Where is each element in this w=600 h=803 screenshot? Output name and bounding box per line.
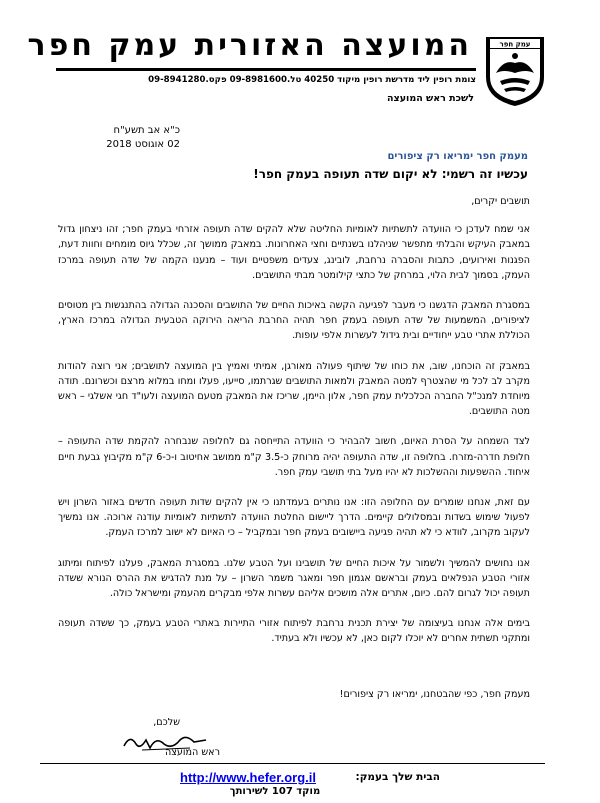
paragraph: עם זאת, אנחנו שומרים עם החלופה הזו: אנו נותרים בעמדתנו כי אין להקים שדות תעופה חדשים באזור השרון ויש לפעול שימוש בשדות ובמסלולים קיימים. הדרך ליישום החלטת הוועדה לתשתיות לאומיות עודנה ארוכה. אנו נמשיך לעקוב מקרוב, לוודא כי לא תהיה פגיעה ביישובים בעמק חפר ובמקביל – כי האיום לא ישוב למרכז העמק.: [58, 497, 530, 539]
greeting: תושבים יקרים,: [471, 196, 530, 207]
paragraph: במסגרת המאבק הדגשנו כי מעבר לפגיעה הקשה באיכות החיים של התושבים והסכנה הגדולה בהתנגשות בין מטוסים לציפורים, המשמעות של שדה תעופה בעמק חפר תהיה החרבת הריאה הירוקה הטבעית הגדולה במרכז הארץ, הכוללת אתרי טבע ייחודיים ובית גידול לעשרות אלפי עופות.: [58, 300, 530, 342]
emblem-lettering: עמק חפר: [499, 40, 531, 49]
regards: שלכם,: [153, 717, 180, 728]
contact-line: צומת רופין ליד מדרשת רופין מיקוד 40250 טל.09-8981600 פקס.09-8941280: [148, 75, 476, 85]
footer-home-label: הבית שלך בעמק:: [355, 771, 440, 783]
closing-line: מעמק חפר, כפי שהבטחנו, ימריאו רק ציפורים!: [339, 689, 530, 700]
footer-divider: [40, 763, 545, 764]
org-name: המועצה האזורית עמק חפר: [27, 28, 472, 63]
paragraph: לצד השמחה על הסרת האיום, חשוב להבהיר כי הוועדה התייחסה גם לחלופה שנבחרה להקמת שדה התעופה – חלופת חדרה-מזרח. בחלופה זו, שדה התעופה יהיה מרוחק כ-3.5 ק"מ ממושב אחיטוב ו-כ-6 ק"מ מקיבוץ גבעת חיים איחוד. ההשפעות וההשלכות לא יהיו מעל בתי תושבי עמק חפר.: [58, 436, 530, 478]
paragraph: בימים אלה אנחנו בעיצומה של יצירת תכנית נרחבת לפיתוח אזורי התיירות באתרי הטבע בעמק, כך ששדה תעופה ומתקני תשתית אחרים לא יוכלו לקום כאן, לא עכשיו ולא בעתיד.: [58, 618, 530, 645]
subject-line: מעמק חפר ימריאו רק ציפורים: [387, 151, 528, 162]
website-link[interactable]: http://www.hefer.org.il: [180, 770, 317, 785]
office-line: לשכת ראש המועצה: [387, 93, 474, 104]
footer-hotline: מוקד 107 לשירותך: [229, 786, 321, 797]
date-block: [60, 124, 180, 152]
letter-headline: עכשיו זה רשמי: לא יקום שדה תעופה בעמק חפר!: [253, 167, 528, 181]
date-gregorian: 02 אוגוסט 2018: [106, 139, 180, 150]
council-emblem-logo: [482, 33, 548, 108]
paragraph: אנו נחושים להמשיך ולשמור על איכות החיים של תושבינו ועל הטבע שלנו. במסגרת המאבק, פעלנו לפיתוח ומיתוג אזורי הטבע הנפלאים בעמק ובראשם אגמון חפר ומאגר משמר השרון – על מנת להדגיש את ההרס הנורא ששדה תעופה יכול לגרום להם. כיום, אתרים אלה מושכים אליהם עשרות אלפי מבקרים מהעמק ומישראל כולה.: [58, 557, 530, 600]
header-divider: [56, 68, 476, 71]
signer-title: ראש המועצה: [164, 747, 220, 758]
paragraph: במאבק זה הוכחנו, שוב, את כוחו של שיתוף פעולה מאורגן, אמיתי ואמיץ בין המועצה לתושבים; אני רוצה להודות מקרב לב לכל מי שהצטרף למטה המאבק ולמאות התושבים שגרתמו, סייעו, פעלו ומחו במלוא מרצם וכשרונם. תודה מיוחדת למנכ"ל החברה הכלכלית עמק חפר, אלון היימן, שריכז את המאבק מטעם המועצה ולעו"ד חגי אשלגי – ראש מטה התושבים.: [58, 360, 530, 418]
date-hebrew: כ"א אב תשע"ח: [113, 125, 180, 136]
letter-body: [58, 194, 530, 662]
paragraph: אני שמח לעדכן כי הוועדה לתשתיות לאומיות החליטה שלא להקים שדה תעופה אזרחי בעמק חפר; זהו ניצחון גדול במאבק העיקש והבלתי מתפשר שניהלנו בשנתיים וחצי האחרונות. במאבק ממושך זה, שכלל גיוס מומחים וחוות דעת, הפגנות ואירועים, כתבות והסברה נרחבת, לובינג, צעדים משפטיים ועוד – מנענו הקמה של שדה תעופה במרכז העמק, בסמוך לבית הלוי, במרחק של כתצי קילומטר מבתי התושבים.: [58, 224, 530, 281]
